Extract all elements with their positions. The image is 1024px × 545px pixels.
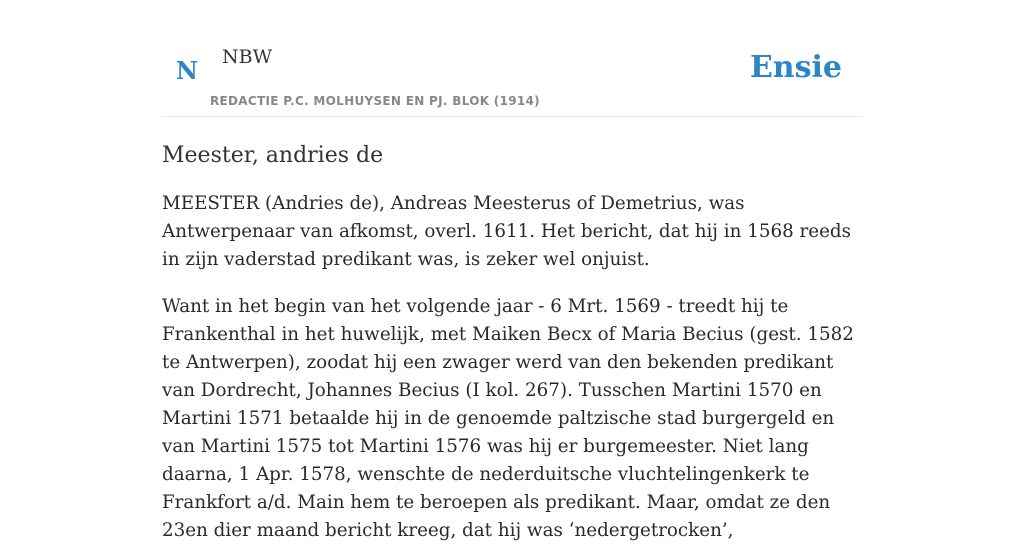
entry-paragraph: Want in het begin van het volgende jaar - 6 Mrt. 1569 - treedt hij te Frankenthal in het huwelijk, met Maiken Becx of Maria Becius (gest. 1582 te Antwerpen), zoodat hij een zwager werd van den bekenden predikant van Dordrecht, Johannes Becius (I kol. 267). Tusschen Martini 1570 en Martini 1571 betaalde hij in de genoemde paltzische stad burgergeld en van Martini 1575 tot Martini 1576 was hij er burgemeester. Niet lang daarna, 1 Apr. 1578, wenschte de nederduitsche vluchtelingenkerk te Frankfort a/d. Main hem te beroepen als predikant. Maar, omdat ze den 23en dier maand bericht kreeg, dat hij was ‘nedergetrocken’, — [162, 296, 854, 541]
brand-logo[interactable]: Ensie — [749, 50, 842, 85]
source-logo[interactable]: N — [176, 56, 198, 85]
source-editors: REDACTIE P.C. MOLHUYSEN EN PJ. BLOK (1914) — [210, 94, 540, 108]
page — [162, 0, 862, 541]
entry-body — [162, 190, 862, 545]
entry-paragraph: MEESTER (Andries de), Andreas Meesterus of Demetrius, was Antwerpenaar van afkomst, overl. 1611. Het bericht, dat hij in 1568 reeds in zijn vaderstad predikant was, is zeker wel onjuist. — [162, 193, 852, 270]
source-header — [162, 0, 862, 117]
source-name-link[interactable]: NBW — [222, 46, 273, 68]
entry-title: Meester, andries de — [162, 143, 384, 168]
